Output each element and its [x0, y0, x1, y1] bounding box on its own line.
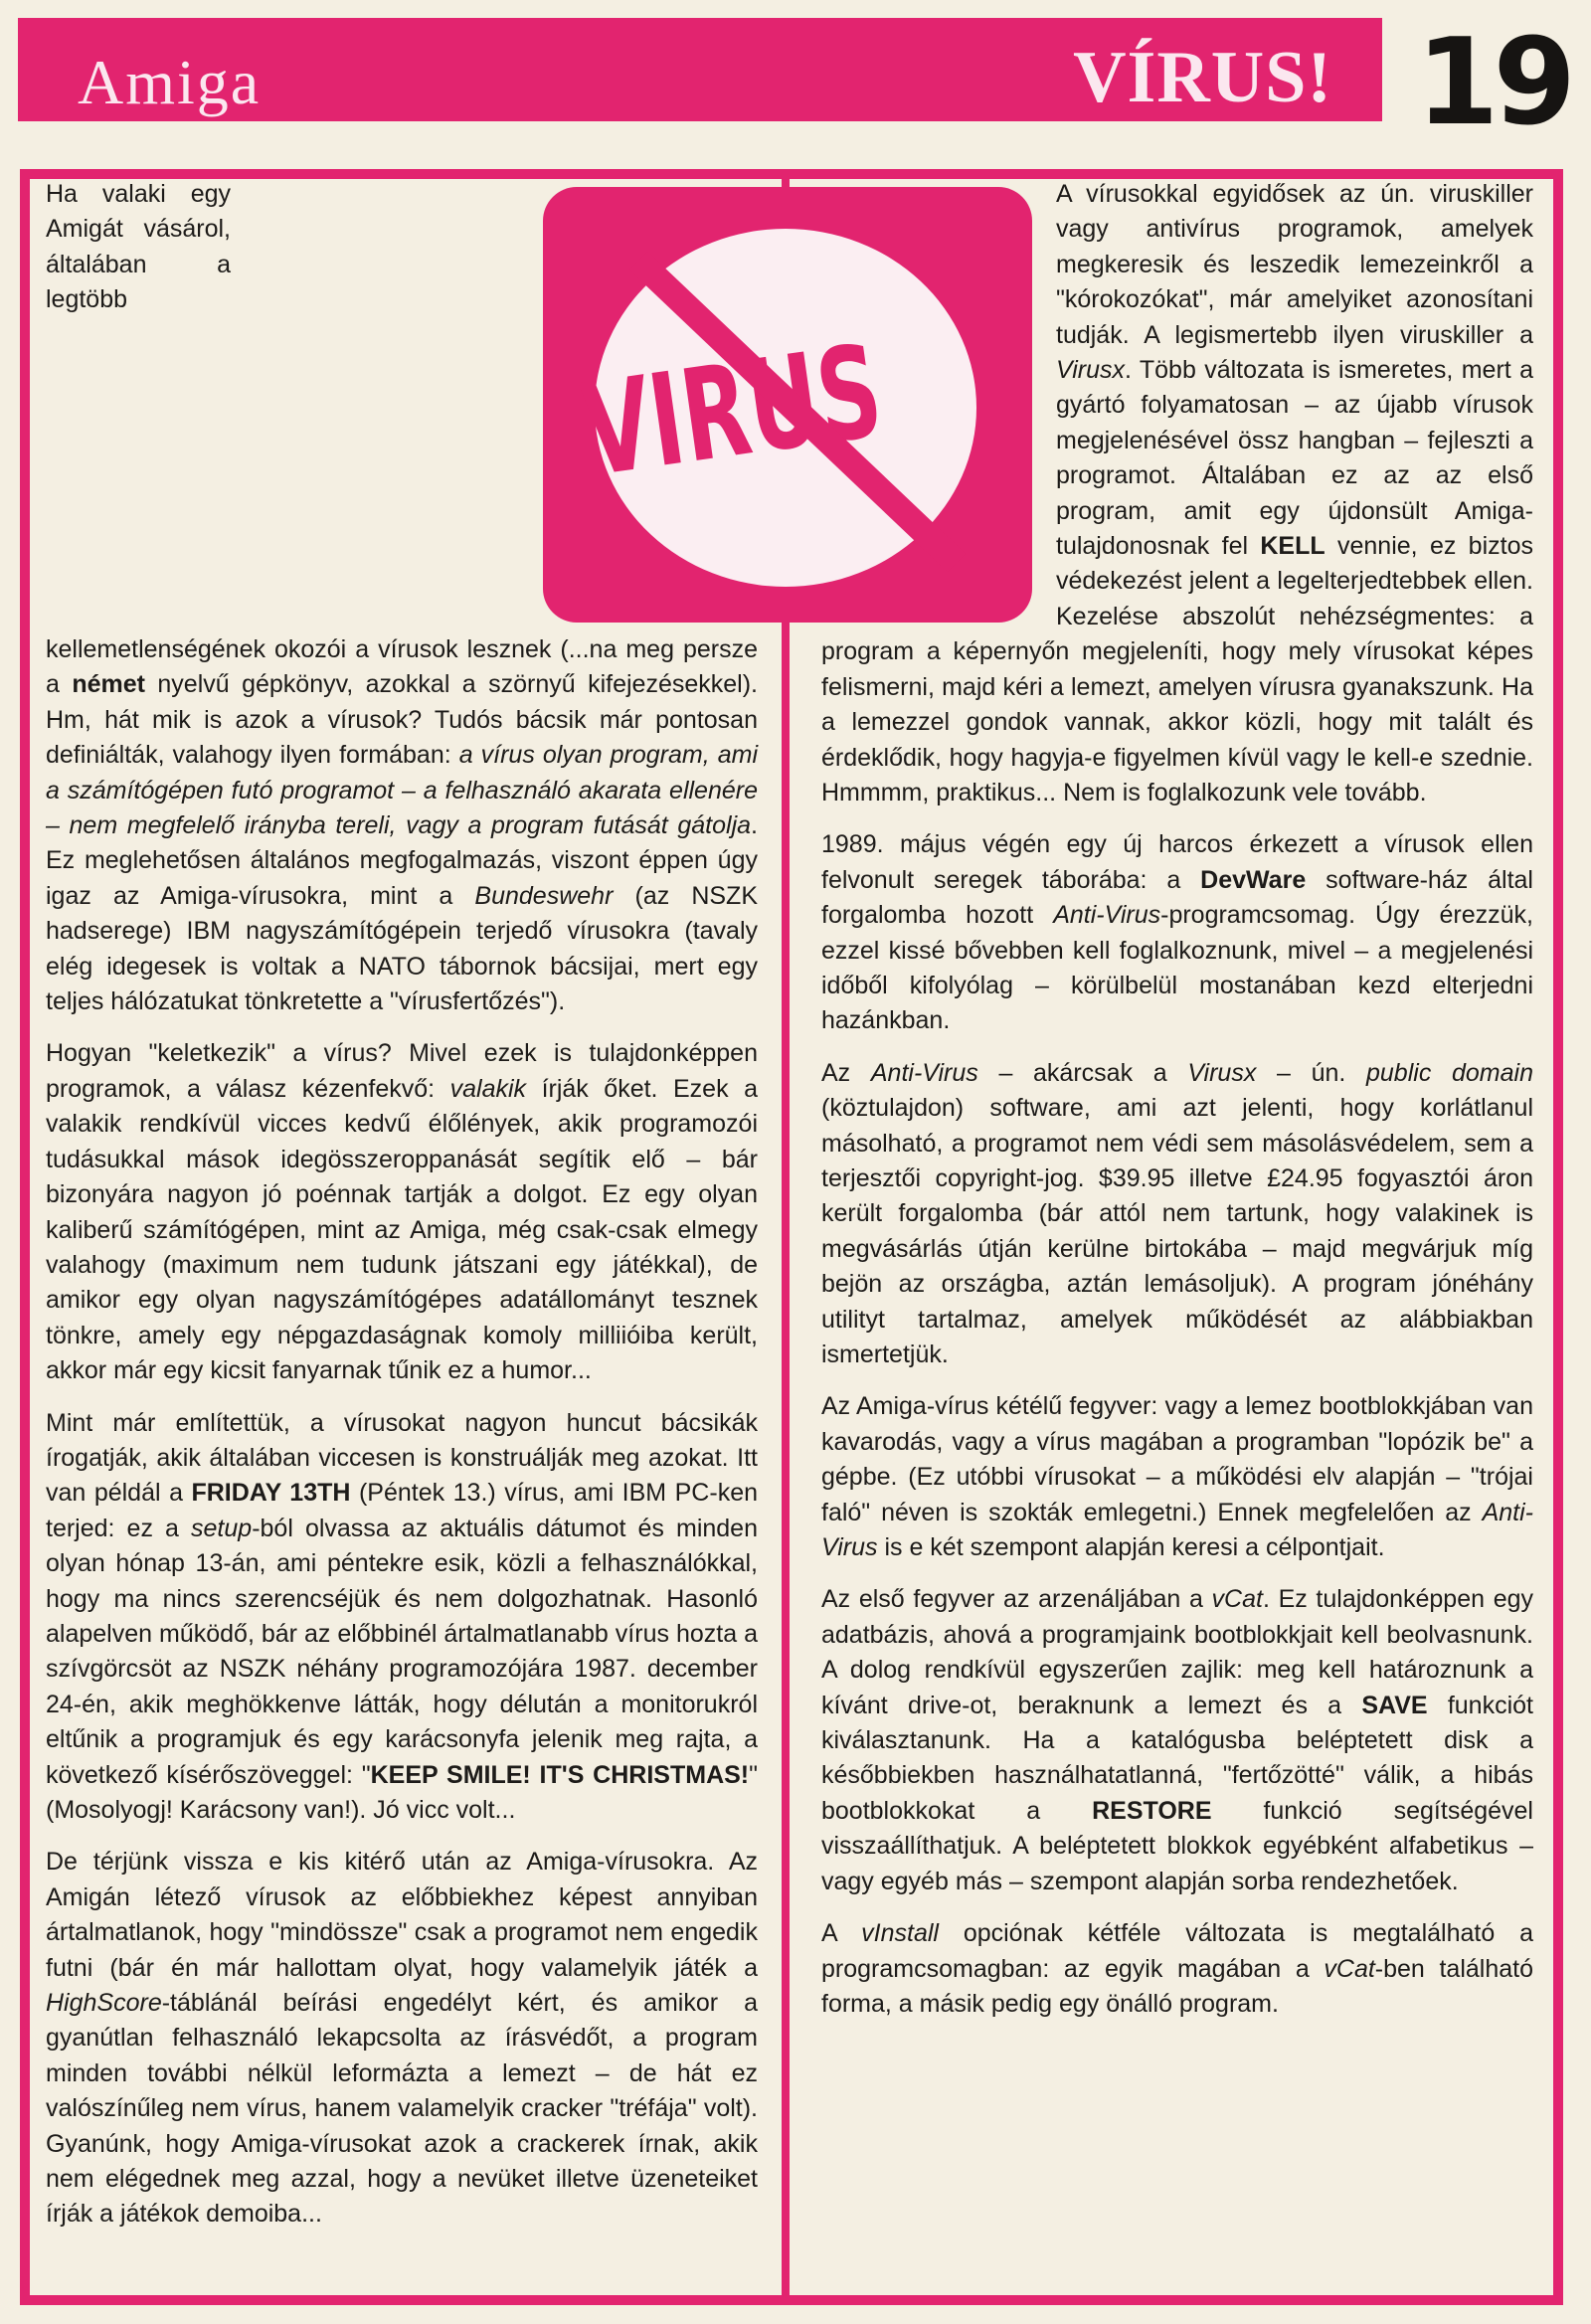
paragraph: Az első fegyver az arzenáljában a vCat. Ez tulajdonképpen egy adatbázis, ahová a programjaink bootblokkjait kell beolvasnunk. A dolog rendkívül egyszerűen zajlik: meg kell határoznunk a kívánt drive-ot, beraknunk a lemezt és a SAVE funkciót kiválasztanunk. Ha a katalógusba beléptetett disk a későbbiekben használhatatlanná, "fertőzötté" válik, a hibás bootblokkokat a RESTORE funkció segítségével visszaállíthatjuk. A beléptetett blokkok egyébként alfabetikus – vagy egyéb más – szempont alapján sorba rendezhetőek.	[821, 1585, 1533, 1895]
paragraph: Ha valaki egy Amigát vásárol, általában a legtöbb kellemetlenségének okozói a vírusok lesznek (...na meg persze a német nyelvű gépkönyv, azokkal a szörnyű kifejezésekkel). Hm, hát mik is azok a vírusok? Tudós bácsik már pontosan definiálták, valahogy ilyen formában: a vírus olyan program, ami a számítógépen futó programot – a felhasználó akarata ellenére – nem megfelelő irányba tereli, vagy a program futását gátolja. Ez meglehetősen általános megfogalmazás, viszont éppen úgy igaz az Amiga-vírusokra, mint a Bundeswehr (az NSZK hadserege) IBM nagyszámítógépein terjedő vírusokra (tavaly elég idegesek is voltak a NATO tábornok bácsijai, mert egy teljes hálózatukat tönkretette a "vírusfertőzés").	[46, 180, 758, 1016]
paragraph: A vInstall opciónak kétféle változata is megtalálható a programcsomagban: az egyik magában a vCat-ben található forma, a másik pedig egy önálló program.	[821, 1919, 1533, 2018]
paragraph: Hogyan "keletkezik" a vírus? Mivel ezek is tulajdonképpen programok, a válasz kézenfekvő: valakik írják őket. Ezek a valakik rendkívül vicces kedvű élőlények, akik programozói tudásukkal mások idegösszeroppanását segítik elő – bár bizonyára nagyon jó poénnak tartják a dolgot. Ez egy olyan kaliberű számítógépen, mint az Amiga, még csak-csak elmegy valahogy (maximum nem tudunk játszani egy játékkal), de amikor egy olyan nagyszámítógépes adatállományt tesznek tönkre, amely egy népgazdaságnak komoly milliióiba került, akkor már egy kicsit fanyarnak tűnik ez a humor...	[46, 1039, 758, 1385]
right-column	[821, 177, 1533, 2039]
image-wrap-space	[241, 177, 758, 632]
image-wrap-space	[821, 177, 1046, 632]
paragraph: Az Amiga-vírus kétélű fegyver: vagy a lemez bootblokkjában van kavarodás, vagy a vírus magában a programban "lopózik be" a gépbe. (Ez utóbbi vírusokat – a működési elv alapján – "trójai faló" néven is szokták emlegetni.) Ennek megfelelően az Anti-Virus is e két szempont alapján keresi a célpontjait.	[821, 1392, 1533, 1562]
page-number: 19	[1416, 14, 1570, 152]
header-bar	[18, 18, 1382, 121]
paragraph: Mint már említettük, a vírusokat nagyon huncut bácsikák írogatják, akik általában viccesen is konstruálják meg azokat. Itt van példál a FRIDAY 13TH (Péntek 13.) vírus, ami IBM PC-ken terjed: ez a setup-ból olvassa az aktuális dátumot és minden olyan hónap 13-án, ami péntekre esik, közli a felhasználókkal, hogy ma nincs szerencséjük és nem dolgozhatnak. Hasonló alapelven működő, bár az előbbinél ártalmatlanabb vírus hozta a szívgörcsöt az NSZK néhány programozójára 1987. december 24-én, akik meghökkenve látták, hogy délután a monitorukról eltűnik a programjuk és egy karácsonyfa jelenik meg rajta, a következő kísérőszöveggel: "KEEP SMILE! IT'S CHRISTMAS!" (Mosolyogj! Karácsony van!). Jó vicc volt...	[46, 1408, 758, 1824]
paragraph: 1989. május végén egy új harcos érkezett a vírusok ellen felvonult seregek táborába: a DevWare software-ház által forgalomba hozott Anti-Virus-programcsomag. Úgy érezzük, ezzel kissé bővebben kell foglalkoznunk, mivel – a megjelenési időből kifolyólag – körülbelül mostanában kezd elterjedni hazánkban.	[821, 830, 1533, 1035]
left-column	[46, 177, 758, 2249]
article-title: VÍRUS!	[1073, 37, 1332, 118]
paragraph: De térjünk vissza e kis kitérő után az Amiga-vírusokra. Az Amigán létező vírusok az előbbiekhez képest annyiban ártalmatlanok, hogy "mindössze" csak a programot nem engedik futni (bár én már hallottam olyat, hogy valamelyik játék a HighScore-táblánál beírási engedélyt kért, és amikor a gyanútlan felhasználó lekapcsolta az írásvédőt, a program minden további nélkül leformázta a lemezt – de hát ez valószínűleg nem vírus, hanem valamelyik cracker "tréfája" volt). Gyanúnk, hogy Amiga-vírusokat azok a crackerek írnak, akik nem elégednek meg azzal, hogy a nevüket illetve üzeneteiket írják a játékok demoiba...	[46, 1848, 758, 2229]
paragraph: A vírusokkal egyidősek az ún. viruskiller vagy antivírus programok, amelyek megkeresik és leszedik lemezeinkről a "kórokozókat", már amelyiket azonosítani tudják. A legismertebb ilyen viruskiller a Virusx. Több változata is ismeretes, mert a gyártó folyamatosan – az újabb vírusok megjelenésével össz hangban – fejleszti a programot. Általában ez az az első program, amit egy újdonsült Amiga-tulajdonosnak fel KELL vennie, ez biztos védekezést jelent a legelterjedtebbek ellen. Kezelése abszolút nehézségmentes: a program a képernyőn megjeleníti, hogy mely vírusokat képes felismerni, majd kéri a lemezt, amelyen vírusra gyanakszunk. Ha a lemezzel gondok vannak, akkor közli, hogy mit talált és érdeklődik, hogy hagyja-e figyelmen kívül vagy le kell-e szednie. Hmmmm, praktikus... Nem is foglalkozunk vele tovább.	[821, 180, 1533, 806]
section-title: Amiga	[78, 47, 262, 117]
paragraph: Az Anti-Virus – akárcsak a Virusx – ún. public domain (köztulajdon) software, ami azt jelenti, hogy korlátlanul másolható, a programot nem védi sem másolásvédelem, sem a terjesztői copyright-jog. $39.95 illetve £24.95 fogyasztói áron került forgalomba (bár attól nem tartunk, hogy valakinek is megvásárlás útján kerülne birtokába – majd megvárjuk míg bejön az országba, aztán lemásoljuk). A program jónéhány utilityt tartalmaz, amelyek működését az alábbiakban ismertetjük.	[821, 1058, 1533, 1368]
